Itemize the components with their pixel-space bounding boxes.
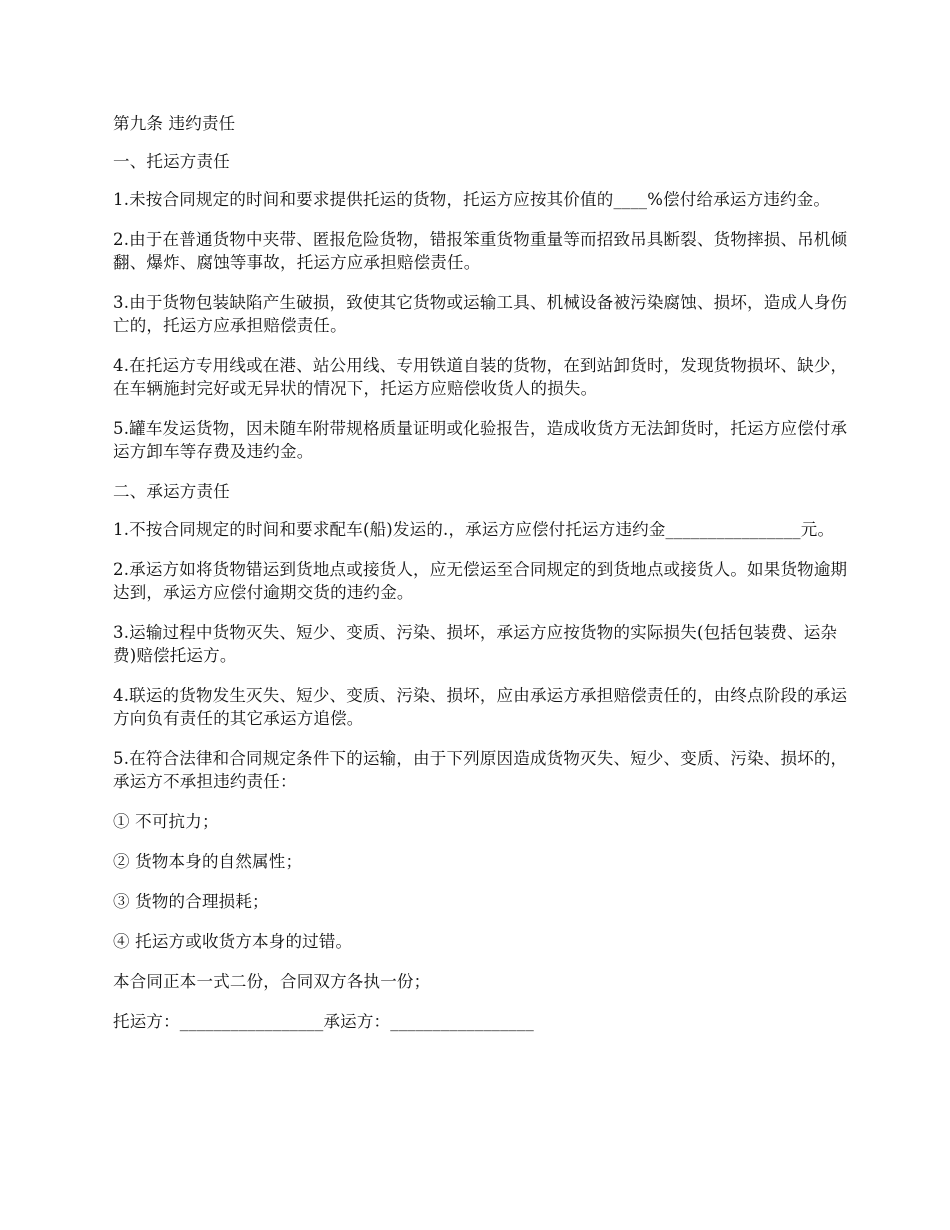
document-page [113, 112, 853, 1050]
article-title: 第九条 违约责任 [113, 114, 236, 133]
shipper-clause-3: 3.由于货物包装缺陷产生破损，致使其它货物或运输工具、机械设备被污染腐蚀、损坏，造成人身伤亡的，托运方应承担赔偿责任。 [113, 293, 848, 335]
shipper-clause-2: 2.由于在普通货物中夹带、匿报危险货物，错报笨重货物重量等而招致吊具断裂、货物摔损、吊机倾翻、爆炸、腐蚀等事故，托运方应承担赔偿责任。 [113, 230, 848, 272]
exemption-item-4: ④ 托运方或收货方本身的过错。 [113, 932, 353, 951]
shipper-clause-5: 5.罐车发运货物，因未随车附带规格质量证明或化验报告，造成收货方无法卸货时，托运方应偿付承运方卸车等存费及违约金。 [113, 419, 848, 461]
shipper-clause-1: 1.未按合同规定的时间和要求提供托运的货物，托运方应按其价值的____%偿付给承运方违约金。 [113, 190, 831, 209]
closing-statement: 本合同正本一式二份，合同双方各执一份； [113, 972, 431, 991]
carrier-clause-5: 5.在符合法律和合同规定条件下的运输，由于下列原因造成货物灭失、短少、变质、污染、损坏的，承运方不承担违约责任： [113, 749, 848, 791]
carrier-clause-4: 4.联运的货物发生灭失、短少、变质、污染、损坏，应由承运方承担赔偿责任的，由终点阶段的承运方向负有责任的其它承运方追偿。 [113, 686, 848, 728]
section-heading-carrier: 二、承运方责任 [113, 482, 230, 501]
exemption-item-1: ① 不可抗力； [113, 812, 219, 831]
section-heading-shipper: 一、托运方责任 [113, 152, 230, 171]
carrier-clause-2: 2.承运方如将货物错运到货地点或接货人，应无偿运至合同规定的到货地点或接货人。如果货物逾期达到，承运方应偿付逾期交货的违约金。 [113, 560, 848, 602]
carrier-clause-1: 1.不按合同规定的时间和要求配车(船)发运的.，承运方应偿付托运方违约金________________元。 [113, 520, 835, 539]
shipper-clause-4: 4.在托运方专用线或在港、站公用线、专用铁道自装的货物，在到站卸货时，发现货物损坏、缺少，在车辆施封完好或无异状的情况下，托运方应赔偿收货人的损失。 [113, 356, 848, 398]
signature-line: 托运方：_________________承运方：_________________ [113, 1012, 534, 1031]
exemption-item-3: ③ 货物的合理损耗； [113, 892, 269, 911]
carrier-clause-3: 3.运输过程中货物灭失、短少、变质、污染、损坏，承运方应按货物的实际损失(包括包装费、运杂费)赔偿托运方。 [113, 623, 838, 665]
exemption-item-2: ② 货物本身的自然属性； [113, 852, 303, 871]
